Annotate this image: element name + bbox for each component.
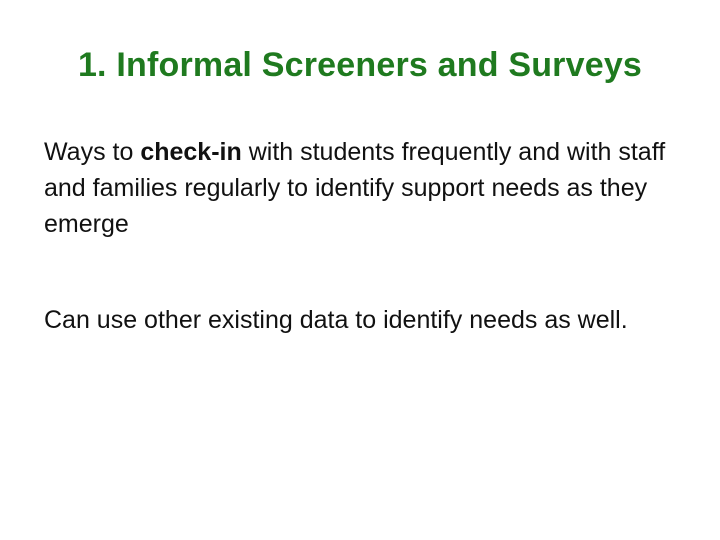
paragraph-existing-data: Can use other existing data to identify needs as well. xyxy=(44,306,628,334)
slide-title: 1. Informal Screeners and Surveys xyxy=(77,46,643,84)
paragraph-text-after: with students frequently and with staff and families regularly to identify support needs as they emerge xyxy=(44,138,666,238)
bold-keyword-check-in: check-in xyxy=(140,138,242,166)
paragraph-text-before: Ways to xyxy=(44,138,141,166)
paragraph-check-in xyxy=(44,134,684,242)
